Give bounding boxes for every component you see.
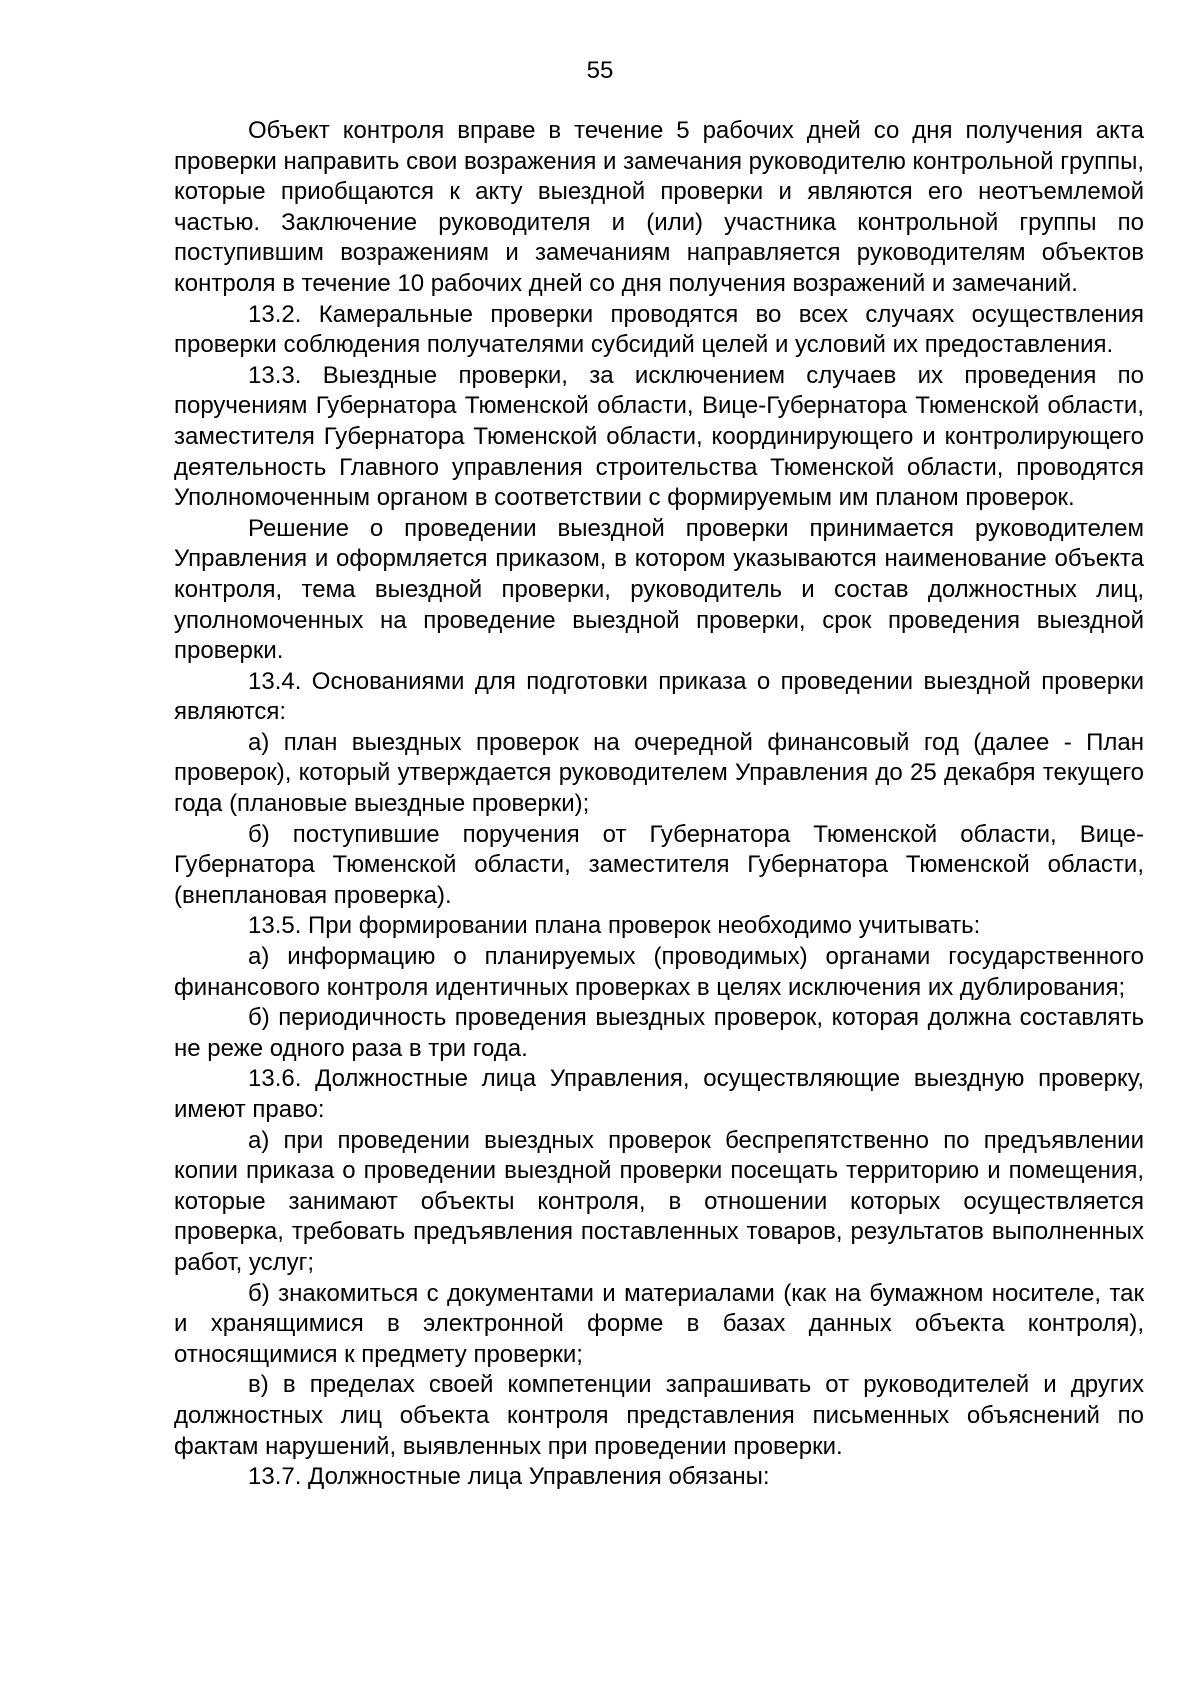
paragraph-13-4-b: б) поступившие поручения от Губернатора Тюменской области, Вице-Губернатора Тюменской области, заместителя Губернатора Тюменской области, (внеплановая проверка). (174, 820, 1144, 909)
paragraph-objection-rights: Объект контроля вправе в течение 5 рабочих дней со дня получения акта проверки направить свои возражения и замечания руководителю контрольной группы, которые приобщаются к акту выездной проверки и являются его неотъемлемой частью. Заключение руководителя и (или) участника контрольной группы по поступившим возражениям и замечаниям направляется руководителям объектов контроля в течение 10 рабочих дней со дня получения возражений и замечаний. (174, 117, 1144, 297)
paragraph-13-6-b: б) знакомиться с документами и материалами (как на бумажном носителе, так и хранящимися в электронной форме в базах данных объекта контроля), относящимися к предмету проверки; (174, 1279, 1144, 1368)
page-number: 55 (586, 57, 614, 84)
paragraph-13-5: 13.5. При формировании плана проверок необходимо учитывать: (248, 912, 981, 940)
paragraph-13-5-a: а) информацию о планируемых (проводимых) органами государственного финансового контроля идентичных проверках в целях исключения их дублирования; (174, 943, 1144, 1001)
paragraph-decision-order: Решение о проведении выездной проверки принимается руководителем Управления и оформляется приказом, в котором указываются наименование объекта контроля, тема выездной проверки, руководитель и состав должностных лиц, уполномоченных на проведение выездной проверки, срок проведения выездной проверки. (174, 514, 1144, 665)
paragraph-13-6-c: в) в пределах своей компетенции запрашивать от руководителей и других должностных лиц объекта контроля представления письменных объяснений по фактам нарушений, выявленных при проведении проверки. (174, 1371, 1144, 1460)
paragraph-13-3: 13.3. Выездные проверки, за исключением случаев их проведения по поручениям Губернатора Тюменской области, Вице-Губернатора Тюменской области, заместителя Губернатора Тюменской области, координирующего и контролирующего деятельность Главного управления строительства Тюменской области, проводятся Уполномоченным органом в соответствии с формируемым им планом проверок. (174, 361, 1144, 512)
paragraph-13-6: 13.6. Должностные лица Управления, осуществляющие выездную проверку, имеют право: (174, 1065, 1144, 1123)
paragraph-13-4-a: а) план выездных проверок на очередной финансовый год (далее - План проверок), который утверждается руководителем Управления до 25 декабря текущего года (плановые выездные проверки); (174, 728, 1144, 818)
paragraph-13-2: 13.2. Камеральные проверки проводятся во всех случаях осуществления проверки соблюдения получателями субсидий целей и условий их предоставления. (174, 300, 1144, 359)
paragraph-13-4: 13.4. Основаниями для подготовки приказа о проведении выездной проверки являются: (174, 667, 1144, 726)
paragraph-13-6-a: а) при проведении выездных проверок беспрепятственно по предъявлении копии приказа о проведении выездной проверки посещать территорию и помещения, которые занимают объекты контроля, в отношении которых осуществляется проверка, требовать предъявления поставленных товаров, результатов выполненных работ, услуг; (174, 1126, 1144, 1276)
paragraph-13-5-b: б) периодичность проведения выездных проверок, которая должна составлять не реже одного раза в три года. (174, 1004, 1144, 1062)
paragraph-13-7: 13.7. Должностные лица Управления обязаны: (248, 1463, 770, 1491)
document-body (174, 116, 1144, 1493)
